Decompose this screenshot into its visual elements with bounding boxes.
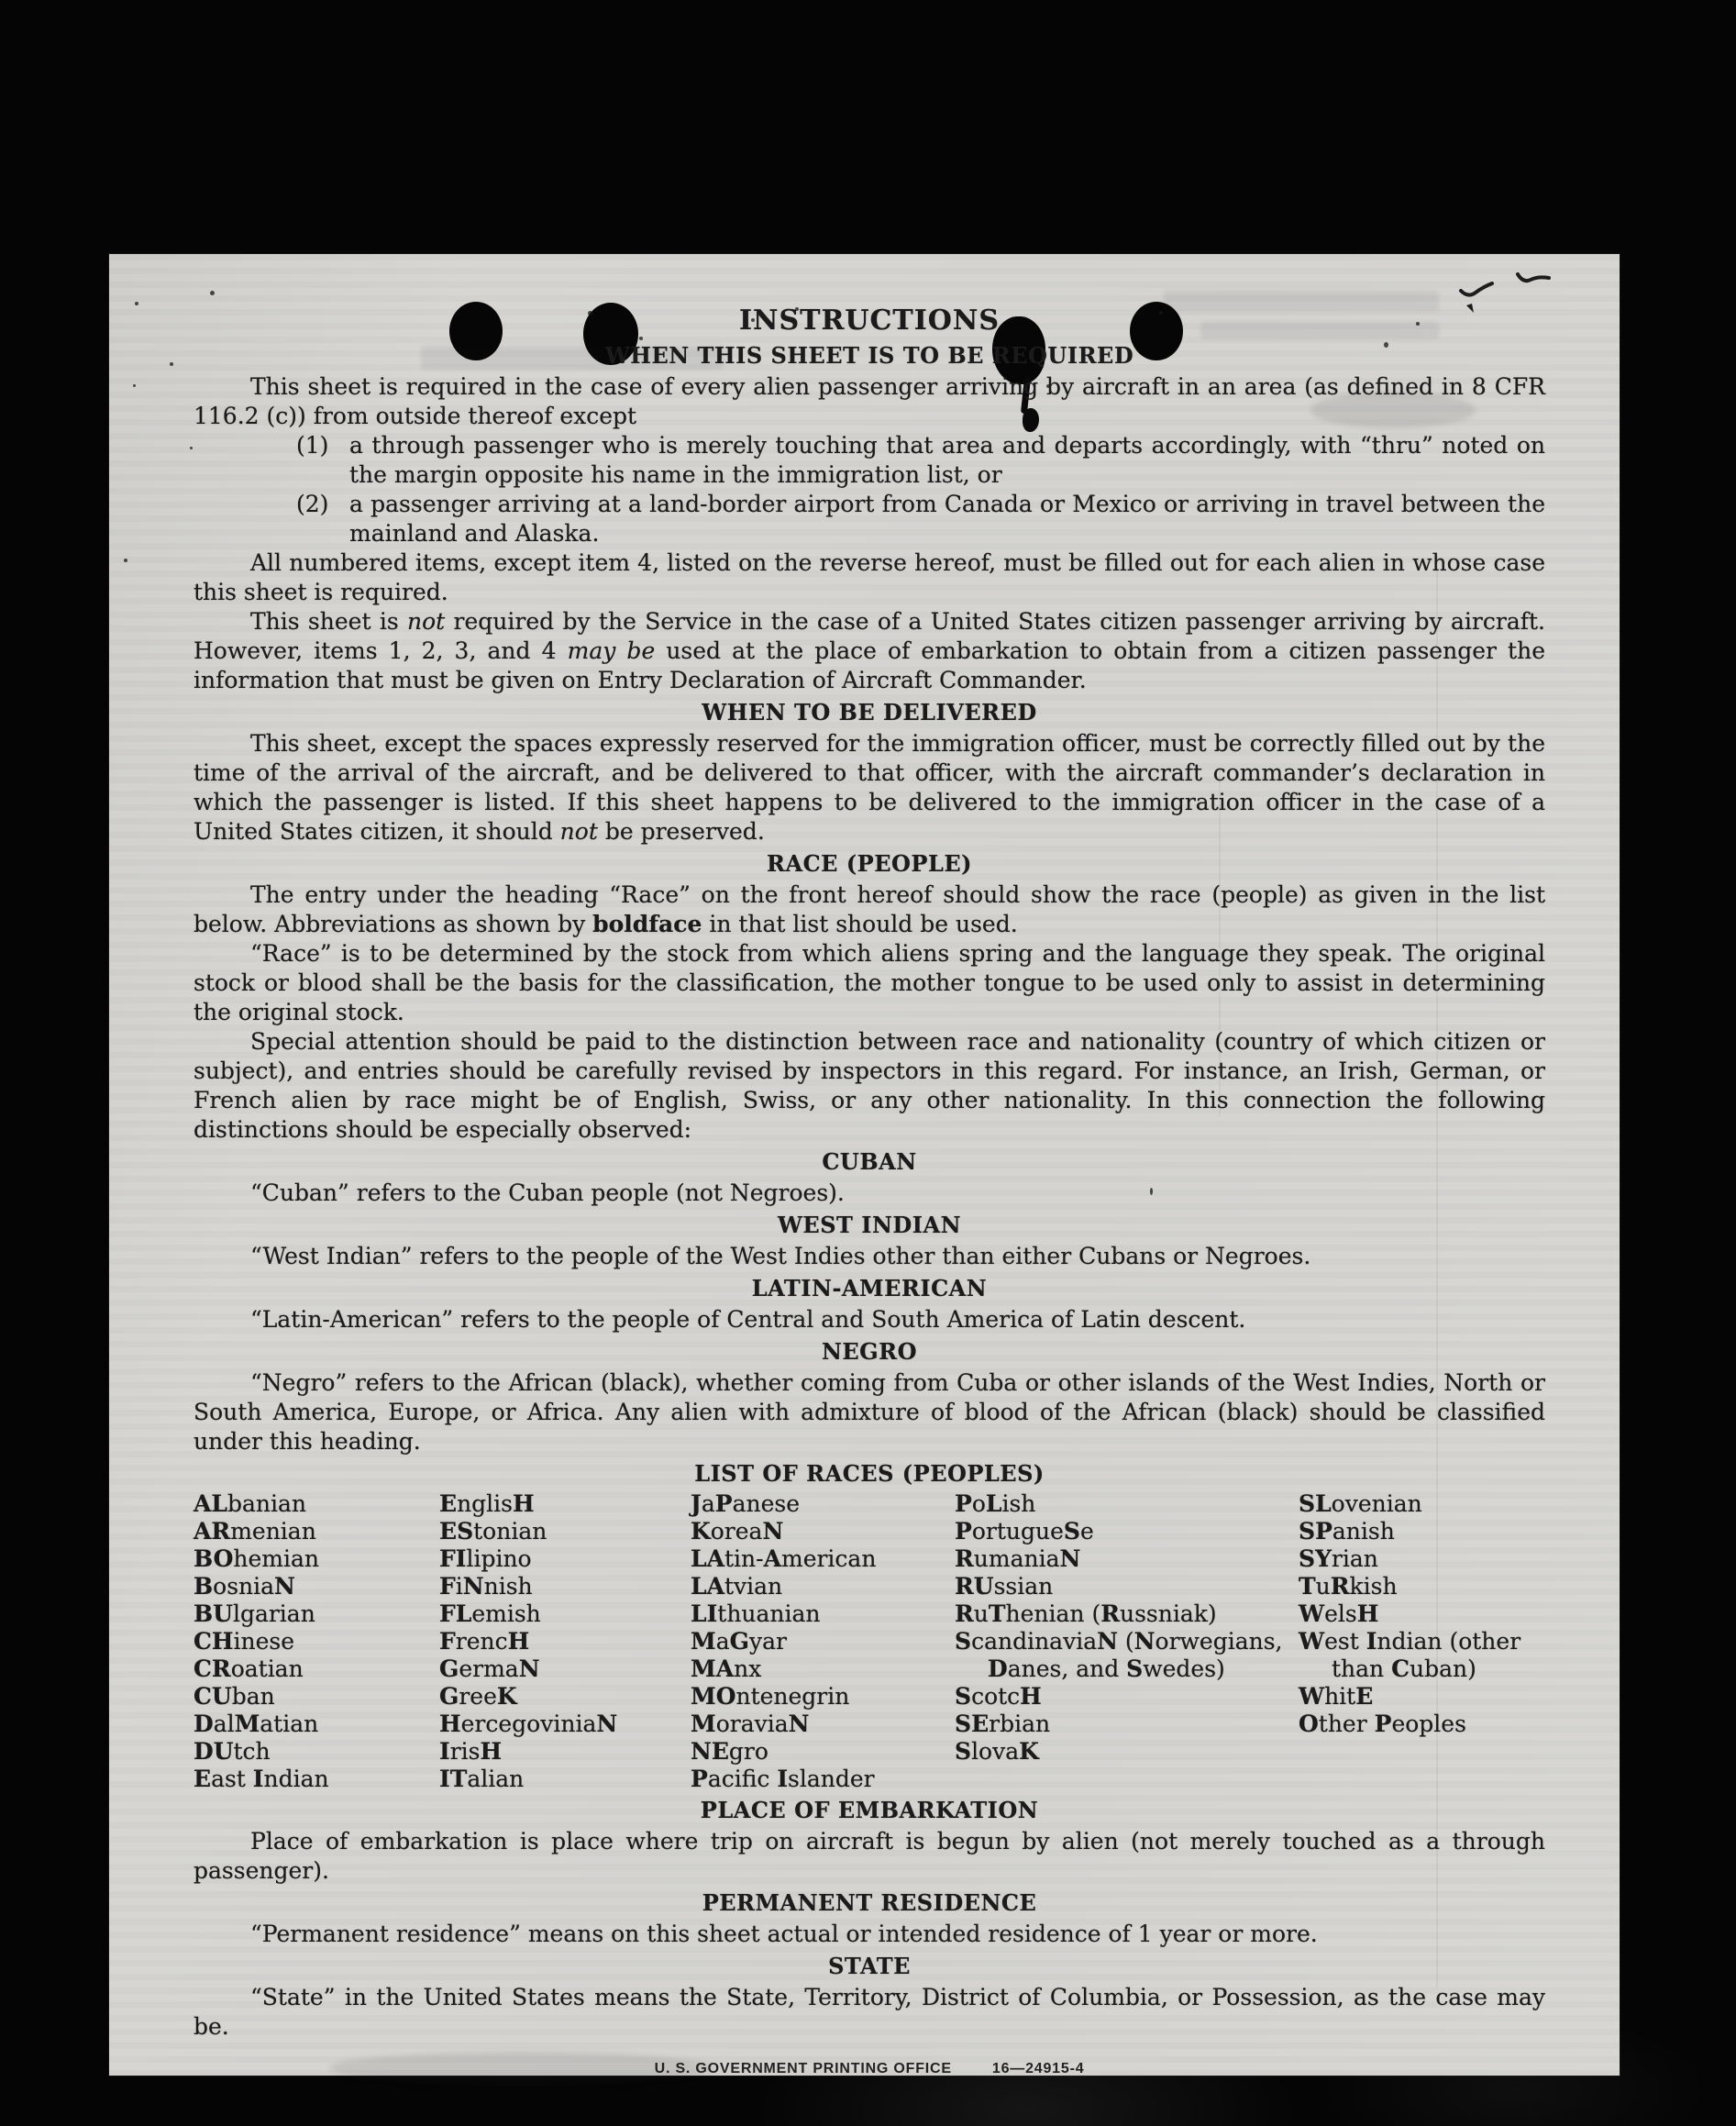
section-heading-residence: PERMANENT RESIDENCE bbox=[702, 1889, 1037, 1916]
race-entry: CUban bbox=[194, 1683, 275, 1710]
race-entry: RUssian bbox=[955, 1573, 1054, 1600]
section-heading-west-indian: WEST INDIAN bbox=[777, 1212, 962, 1238]
race-entry: WhitE bbox=[1299, 1683, 1374, 1710]
ink-speck bbox=[190, 447, 193, 449]
race-entry: SErbian bbox=[955, 1711, 1051, 1737]
document-content bbox=[194, 304, 1545, 2084]
paragraph: This sheet is not required by the Service in the case of a United States citizen passenger arriving by aircraft. However, items 1, 2, 3, and 4 may be used at the place of embarkation to obtain from a citizen passenger the information that must be given on Entry Declaration of Aircraft Commander. bbox=[194, 608, 1545, 693]
paragraph: All numbered items, except item 4, listed on the reverse hereof, must be filled out for each alien in whose case this sheet is required. bbox=[194, 549, 1545, 605]
race-list bbox=[194, 1490, 1545, 1793]
section-heading-races-list: LIST OF RACES (PEOPLES) bbox=[694, 1460, 1045, 1487]
item-text: a passenger arriving at a land-border airport from Canada or Mexico or arriving in travel between the mainland and Alaska. bbox=[349, 491, 1545, 547]
paragraph: “Negro” refers to the African (black), whether coming from Cuba or other islands of the West Indies, North or South America, Europe, or Africa. Any alien with admixture of blood of the African (black) should be classified under this heading. bbox=[194, 1369, 1545, 1455]
race-entry: EStonian bbox=[439, 1518, 547, 1545]
race-entry: NEgro bbox=[691, 1738, 768, 1765]
paragraph: Place of embarkation is place where trip on aircraft is begun by alien (not merely touched as a through passenger). bbox=[194, 1828, 1545, 1884]
race-entry: TuRkish bbox=[1299, 1573, 1398, 1600]
ink-speck bbox=[210, 291, 215, 295]
race-entry: FrencH bbox=[439, 1628, 530, 1655]
race-entry: SlovaK bbox=[955, 1738, 1039, 1765]
race-entry: MAnx bbox=[691, 1655, 762, 1682]
race-entry: FiNnish bbox=[439, 1573, 533, 1600]
section-heading-negro: NEGRO bbox=[821, 1338, 918, 1365]
race-list-column bbox=[691, 1490, 955, 1793]
race-entry: BOhemian bbox=[194, 1545, 319, 1572]
race-entry: BosniaN bbox=[194, 1573, 295, 1600]
race-list-column bbox=[955, 1490, 1299, 1793]
race-entry: West Indian (other than Cuban) bbox=[1299, 1628, 1521, 1682]
printing-office-footer bbox=[194, 2054, 1545, 2084]
section-heading-state: STATE bbox=[828, 1953, 911, 1979]
item-text: a through passenger who is merely touching that area and departs accordingly, with “thru” noted on the margin opposite his name in the immigration list, or bbox=[349, 432, 1545, 488]
race-entry: ScandinaviaN (Norwegians, Danes, and Swedes) bbox=[955, 1628, 1283, 1682]
document-title: INSTRUCTIONS bbox=[739, 305, 1000, 337]
race-list-column bbox=[194, 1490, 439, 1793]
paragraph: This sheet, except the spaces expressly reserved for the immigration officer, must be correctly filled out by the time of the arrival of the aircraft, and be delivered to that officer, with the aircraft commander’s declaration in which the passenger is listed. If this sheet happens to be delivered to the immigration officer in the case of a United States citizen, it should not be preserved. bbox=[194, 730, 1545, 845]
race-entry: Other Peoples bbox=[1299, 1711, 1466, 1737]
race-entry: MOntenegrin bbox=[691, 1683, 850, 1710]
race-entry: ALbanian bbox=[194, 1490, 306, 1517]
race-entry: LAtin-American bbox=[691, 1545, 877, 1572]
race-entry: SYrian bbox=[1299, 1545, 1378, 1572]
paragraph: Special attention should be paid to the distinction between race and nationality (country of which citizen or subject), and entries should be carefully revised by inspectors in this regard. For instance, an Irish, German, or French alien by race might be of English, Swiss, or any other nationality. In this connection the following distinctions should be especially observed: bbox=[194, 1028, 1545, 1143]
race-entry: PortugueSe bbox=[955, 1518, 1094, 1545]
race-entry: SPanish bbox=[1299, 1518, 1395, 1545]
race-entry: ITalian bbox=[439, 1766, 525, 1792]
race-entry: JaPanese bbox=[691, 1490, 800, 1517]
race-entry: MaGyar bbox=[691, 1628, 787, 1655]
numbered-item bbox=[194, 490, 1545, 548]
race-entry: BUlgarian bbox=[194, 1600, 315, 1627]
paragraph: “West Indian” refers to the people of the West Indies other than either Cubans or Negroes. bbox=[250, 1243, 1311, 1269]
form-number: 16—24915-4 bbox=[991, 2061, 1085, 2076]
paragraph: “Latin-American” refers to the people of Central and South America of Latin descent. bbox=[250, 1306, 1246, 1333]
ink-speck bbox=[170, 362, 173, 366]
section-heading-delivered: WHEN TO BE DELIVERED bbox=[702, 699, 1037, 725]
race-entry: GreeK bbox=[439, 1683, 517, 1710]
printer-imprint: U. S. GOVERNMENT PRINTING OFFICE bbox=[654, 2061, 952, 2076]
race-entry: GermaN bbox=[439, 1655, 540, 1682]
race-entry: EnglisH bbox=[439, 1490, 535, 1517]
race-entry: DalMatian bbox=[194, 1711, 319, 1737]
race-entry: Pacific Islander bbox=[691, 1766, 875, 1792]
race-entry: DUtch bbox=[194, 1738, 271, 1765]
section-heading-embarkation: PLACE OF EMBARKATION bbox=[700, 1797, 1039, 1823]
ink-speck bbox=[124, 559, 127, 562]
race-entry: FLemish bbox=[439, 1600, 541, 1627]
race-entry: IrisH bbox=[439, 1738, 503, 1765]
race-entry: RumaniaN bbox=[955, 1545, 1081, 1572]
section-heading-cuban: CUBAN bbox=[822, 1148, 917, 1175]
race-entry: KoreaN bbox=[691, 1518, 784, 1545]
paper-sheet bbox=[109, 254, 1620, 2076]
race-entry: WelsH bbox=[1299, 1600, 1379, 1627]
race-entry: CHinese bbox=[194, 1628, 295, 1655]
ink-speck bbox=[135, 302, 138, 305]
paragraph: “Cuban” refers to the Cuban people (not Negroes). bbox=[250, 1179, 845, 1206]
paragraph: “State” in the United States means the State, Territory, District of Columbia, or Possession, as the case may be. bbox=[194, 1984, 1545, 2040]
item-number: (1) bbox=[296, 432, 329, 459]
race-entry: RuThenian (Russniak) bbox=[955, 1600, 1217, 1627]
race-entry: PoLish bbox=[955, 1490, 1036, 1517]
paragraph: “Permanent residence” means on this sheet actual or intended residence of 1 year or more. bbox=[250, 1921, 1318, 1947]
race-entry: LAtvian bbox=[691, 1573, 783, 1600]
paragraph: “Race” is to be determined by the stock from which aliens spring and the language they speak. The original stock or blood shall be the basis for the classification, the mother tongue to be used only to assist in determining the original stock. bbox=[194, 940, 1545, 1025]
race-entry: East Indian bbox=[194, 1766, 329, 1792]
section-heading-latin-american: LATIN-AMERICAN bbox=[751, 1275, 988, 1301]
race-entry: HercegoviniaN bbox=[439, 1711, 618, 1737]
section-heading-race: RACE (PEOPLE) bbox=[767, 850, 972, 877]
ink-speck bbox=[133, 384, 136, 387]
paragraph: This sheet is required in the case of every alien passenger arriving by aircraft in an area (as defined in 8 CFR 116.2 (c)) from outside thereof except bbox=[194, 373, 1545, 429]
paragraph: The entry under the heading “Race” on the front hereof should show the race (people) as given in the list below. Abbreviations as shown by boldface in that list should be used. bbox=[194, 881, 1545, 937]
item-number: (2) bbox=[296, 491, 329, 517]
numbered-item bbox=[194, 431, 1545, 490]
race-entry: LIthuanian bbox=[691, 1600, 821, 1627]
race-list-column bbox=[1299, 1490, 1545, 1793]
race-entry: ScotcH bbox=[955, 1683, 1042, 1710]
section-heading-required: WHEN THIS SHEET IS TO BE REQUIRED bbox=[604, 342, 1134, 369]
race-entry: FIlipino bbox=[439, 1545, 532, 1572]
race-list-column bbox=[439, 1490, 691, 1793]
race-entry: SLovenian bbox=[1299, 1490, 1422, 1517]
race-entry: CRoatian bbox=[194, 1655, 304, 1682]
race-entry: ARmenian bbox=[194, 1518, 316, 1545]
race-entry: MoraviaN bbox=[691, 1711, 810, 1737]
